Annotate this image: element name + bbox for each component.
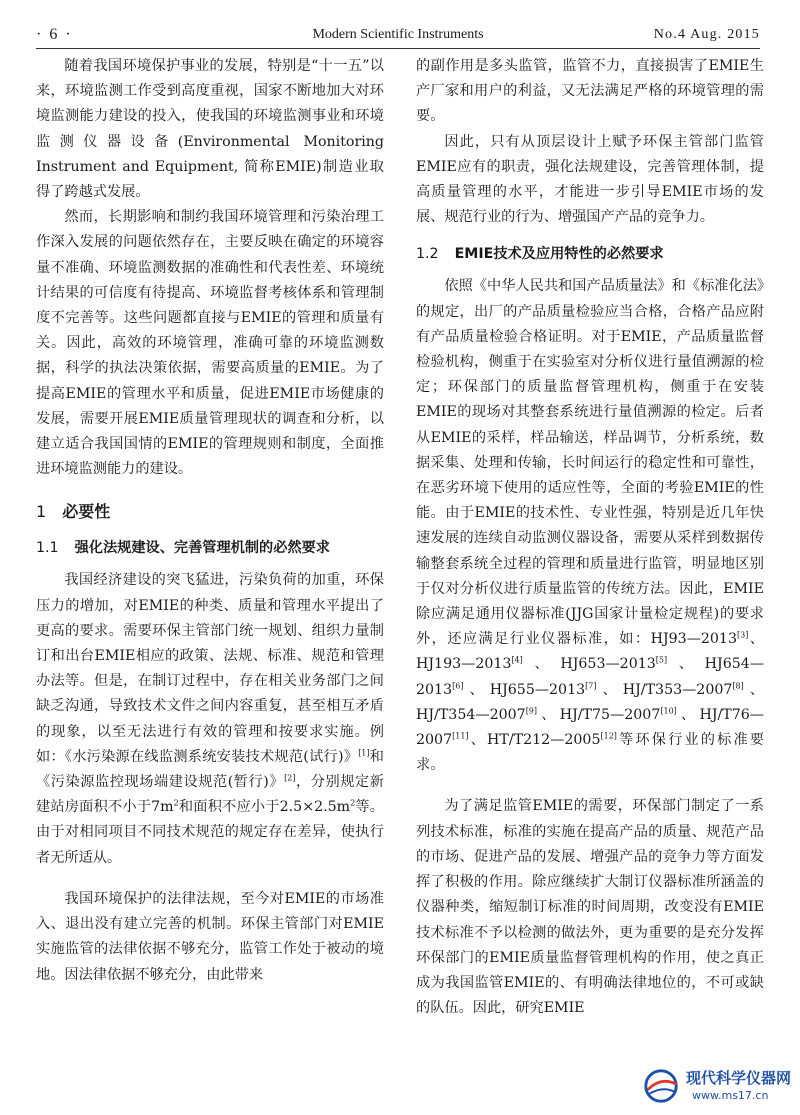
page-header [36, 22, 760, 49]
text-run: 、HJ/T76—2007 [416, 706, 764, 749]
watermark-url: www.ms17.cn [692, 1089, 769, 1102]
watermark-title: 现代科学仪器网 [686, 1069, 792, 1087]
text-run: 、HJ655—2013 [463, 681, 586, 698]
citation[interactable]: [2] [284, 773, 296, 783]
subsection-number: 1.2 [416, 246, 439, 263]
section-heading [36, 500, 384, 524]
subsection-heading [36, 536, 384, 560]
subsection-heading [416, 242, 764, 266]
paragraph: 因此，只有从顶层设计上赋予环保主管部门监管EMIE应有的职责，强化法规建设，完善管理体制，提高质量管理的水平，才能进一步引导EMIE市场的发展、规范行业的行为、增强国产产品的竞争力。 [416, 133, 764, 226]
citation[interactable]: [12] [600, 731, 617, 741]
site-watermark [642, 1065, 792, 1109]
paragraph: 的副作用是多头监管，监管不力，直接损害了EMIE生产厂家和用户的利益，又无法满足严格的环境管理的需要。 [416, 58, 764, 125]
text-run: 、HJ653—2013 [522, 656, 656, 673]
section-number: 1 [36, 502, 47, 522]
paragraph: 为了满足监管EMIE的需要，环保部门制定了一系列技术标准，标准的实施在提高产品的质量、规范产品的市场、促进产品的发展、增强产品的竞争力等方面发挥了积极的作用。除应继续扩大制订仪器标准所涵盖的仪器种类，缩短制订标准的时间周期，改变没有EMIE技术标准不予以检测的做法外，更为重要的是充分发挥环保部门的EMIE质量监督管理机构的作用，使之真正成为我国监管EMIE的、有明确法律地位的，不可或缺的队伍。因此，研究EMIE [416, 798, 764, 1017]
citation[interactable]: [10] [660, 706, 677, 716]
paragraph [416, 274, 764, 778]
citation[interactable]: [6] [452, 680, 464, 690]
citation[interactable]: [8] [732, 680, 744, 690]
text-run: 、HJ/T353—2007 [596, 681, 733, 698]
page-number: · 6 · [36, 26, 73, 43]
text-run: 、HJ/T354—2007 [416, 681, 764, 723]
citation[interactable]: [5] [655, 655, 668, 665]
citation[interactable]: [11] [452, 731, 469, 741]
paragraph: 随着我国环境保护事业的发展，特别是“十一五”以来，环境监测工作受到高度重视，国家不断地加大对环境监测能力建设的投入，使我国的环境监测事业和环境监测仪器设备(Environmental Monitoring Instrument and Equipment, 简称EMIE)制造业取得了跨越式发展。 [36, 58, 384, 201]
text-run: 、HJ193—2013 [416, 631, 764, 673]
globe-logo-icon [642, 1067, 680, 1105]
citation[interactable]: [1] [358, 748, 370, 758]
citation[interactable]: [4] [511, 655, 523, 665]
section-title: 必要性 [62, 502, 111, 522]
paragraph: 然而，长期影响和制约我国环境管理和污染治理工作深入发展的问题依然存在，主要反映在确定的环境容量不准确、环境监测数据的准确性和代表性差、环境统计结果的可信度有待提高、环境监督考核体系和管理制度不完善等。这些问题都直接与EMIE的管理和质量有关。因此，高效的环境管理，准确可靠的环境监测数据，科学的执法决策依据，需要高质量的EMIE。为了提高EMIE的管理水平和质量，促进EMIE市场健康的发展，需要开展EMIE质量管理现状的调查和分析，以建立适合我国国情的EMIE的管理规则和制度，全面推进环境监测能力的建设。 [36, 209, 384, 478]
journal-title: Modern Scientific Instruments [312, 27, 484, 42]
superscript: 2 [350, 798, 356, 808]
right-column [416, 54, 764, 1021]
subsection-title: 强化法规建设、完善管理机制的必然要求 [74, 540, 330, 557]
text-run: 、HJ654—2013 [416, 656, 765, 698]
text-run: ，分别规定新建站房面积不小于7m [36, 774, 384, 816]
text-run: 和面积不应小于2.5×2.5m [178, 799, 351, 816]
text-run: 我国经济建设的突飞猛进，污染负荷的加重，环保压力的增加，对EMIE的种类、质量和管理水平提出了更高的要求。需要环保主管部门统一规划、组织力量制订和出台EMIE相应的政策、法规、标准、规范和管理办法等。但是，在制订过程中，存在相关业务部门之间缺乏沟通，导致技术文件之间内容重复，甚至相互矛盾的现象，以至无法进行有效的管理和按要求实施。例如：《水污染源在线监测系统安装技术规范(试行)》 [36, 572, 384, 765]
issue-info: No.4 Aug. 2015 [653, 27, 760, 42]
left-column [36, 54, 384, 988]
superscript: 2 [173, 798, 179, 808]
paragraph [36, 568, 384, 870]
text-run: 、HT/T212—2005 [468, 732, 601, 749]
citation[interactable]: [9] [525, 706, 538, 716]
citation[interactable]: [3] [737, 630, 749, 640]
paragraph: 我国环境保护的法律法规，至今对EMIE的市场准入、退出没有建立完善的机制。环保主管部门对EMIE实施监管的法律依据不够充分，监管工作处于被动的境地。因法律依据不够充分，由此带来 [36, 890, 384, 983]
subsection-title: EMIE技术及应用特性的必然要求 [454, 246, 664, 263]
text-run: 等。由于对相同项目不同技术规范的规定存在差异，使执行者无所适从。 [36, 799, 384, 866]
text-run: 依照《中华人民共和国产品质量法》和《标准化法》的规定，出厂的产品质量检验应当合格，合格产品应附有产品质量检验合格证明。对于EMIE，产品质量监督检验机构，侧重于在实验室对分析仪进行量值溯源的检定；环保部门的质量监督管理机构，侧重于在安装EMIE的现场对其整套系统进行量值溯源的检定。后者从EMIE的采样，样品输送，样品调节，分析系统，数据采集、处理和传输，长时间运行的稳定性和可靠性，在恶劣环境下使用的适应性等，全面的考验EMIE的性能。由于EMIE的技术性、专业性强，特别是近几年快速发展的连续自动监测仪器设备，需要从采样到数据传输整套系统全过程的管理和质量进行监管，明显地区别于仅对分析仪进行质量监管的传统方法。因此，EMIE除应满足通用仪器标准(JJG国家计量检定规程)的要求外，还应满足行业仪器标准，如：HJ93—2013 [416, 278, 764, 648]
citation[interactable]: [7] [585, 680, 597, 690]
text-run: 等环保行业的标准要求。 [416, 732, 764, 774]
subsection-number: 1.1 [36, 540, 59, 557]
text-run: 和《污染源监控现场端建设规范(暂行)》 [36, 748, 384, 791]
text-run: 、HJ/T75—2007 [537, 706, 661, 723]
